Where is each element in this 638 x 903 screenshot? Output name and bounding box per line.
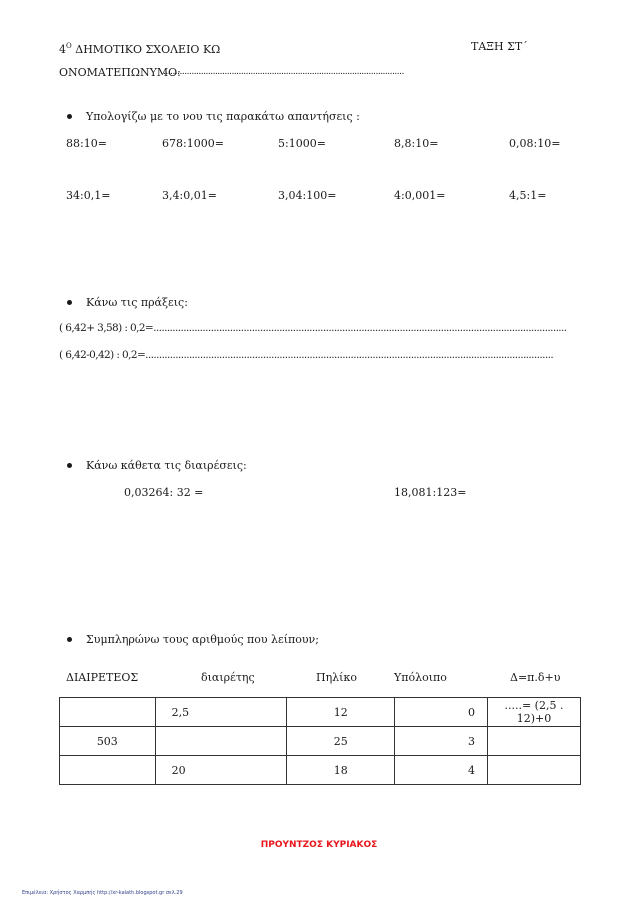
table-cell: 4 [395,756,488,785]
table-cell[interactable] [60,756,156,785]
table-cell[interactable] [60,698,156,727]
table-cell: 20 [155,756,287,785]
operation-line: ( 6,42-0,42) : 0,2=..................................................................................................................................................... [59,349,554,361]
table-cell: 503 [60,727,156,756]
exercise: 88:10= [66,137,107,150]
division: 0,03264: 32 = [124,486,204,499]
division-table [59,697,581,785]
exercise: 3,4:0,01= [162,189,217,202]
bullet-icon [67,114,72,119]
table-cell[interactable] [487,756,580,785]
operation-line: ( 6,42+ 3,58) : 0,2=....................................................................................................................................................... [59,322,567,334]
author-name: ΠΡΟΥΝΤΖΟΣ ΚΥΡΙΑΚΟΣ [260,840,378,850]
class-label: ΤΑΞΗ ΣΤ΄ [471,40,528,53]
table-row [60,756,581,785]
exercise: 34:0,1= [66,189,111,202]
column-header: Πηλίκο [316,671,357,684]
section3-title: Κάνω κάθετα τις διαιρέσεις: [86,459,247,472]
credit-line: Επιμέλεια: Χρήστος Χαρμπής http://xr-kalath.blogspot.gr σελ.29 [22,890,183,896]
bullet-icon [67,637,72,642]
name-dots: ...................................................................................................... [163,67,404,77]
section1-title: Υπολογίζω με το νου τις παρακάτω απαντήσεις : [86,110,360,123]
school-name: $4^O$ ΔΗΜΟΤΙΚΟ ΣΧΟΛΕΙΟ ΚΩ [59,42,221,56]
table-cell: 0 [395,698,488,727]
section4-title: Συμπληρώνω τους αριθμούς που λείπουν; [86,633,319,646]
table-cell[interactable] [155,727,287,756]
table-cell: 18 [287,756,395,785]
division: 18,081:123= [394,486,467,499]
table-cell: .....= (2,5 . 12)+0 [487,698,580,727]
table-cell: 25 [287,727,395,756]
bullet-icon [67,300,72,305]
table-cell[interactable] [487,727,580,756]
column-header: ΔΙΑΙΡΕΤΕΟΣ [66,671,139,684]
exercise: 4,5:1= [509,189,547,202]
exercise: 8,8:10= [394,137,439,150]
exercise: 678:1000= [162,137,224,150]
table-cell: 2,5 [155,698,287,727]
table-row [60,727,581,756]
section2-title: Κάνω τις πράξεις: [86,296,188,309]
name-label: ΟΝΟΜΑΤΕΠΩΝΥΜΟ: [59,66,181,79]
exercise: 0,08:10= [509,137,561,150]
column-header: Δ=π.δ+υ [510,671,561,684]
table-row [60,698,581,727]
bullet-icon [67,463,72,468]
table-cell: 12 [287,698,395,727]
exercise: 4:0,001= [394,189,446,202]
exercise: 3,04:100= [278,189,337,202]
exercise: 5:1000= [278,137,326,150]
column-header: διαιρέτης [201,671,255,684]
table-cell: 3 [395,727,488,756]
column-header: Υπόλοιπο [394,671,447,684]
